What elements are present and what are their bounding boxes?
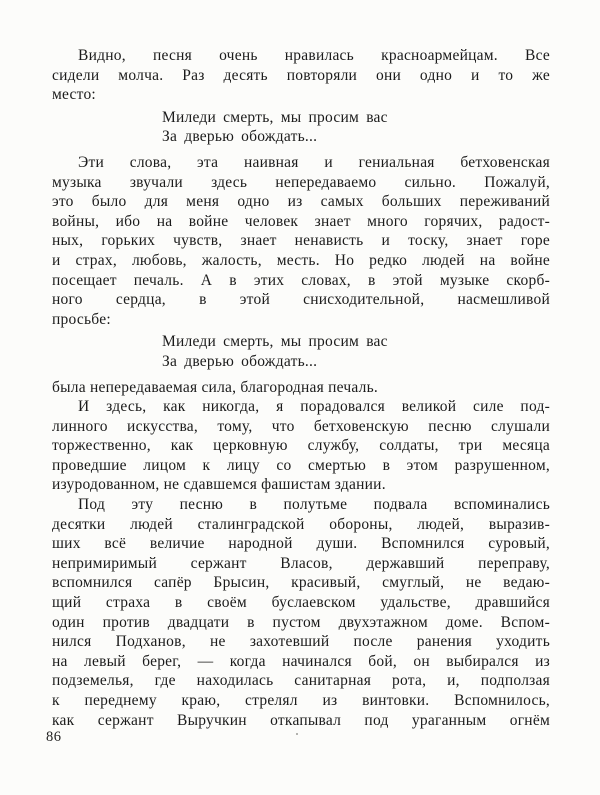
text-line: это было для меня одно из самых больших переживаний bbox=[52, 193, 550, 211]
text-line: музыка звучали здесь непередаваемо сильно. Пожалуй, bbox=[52, 173, 550, 191]
text-line: один против двадцати в пустом двухэтажном доме. Вспом- bbox=[52, 613, 550, 631]
text-line: посещает печаль. А в этих словах, в этой музыке скорб- bbox=[52, 271, 550, 289]
text-line: к переднему краю, стрелял из винтовки. Вспомнилось, bbox=[52, 692, 550, 709]
text-line: место: bbox=[52, 86, 96, 104]
text-line: изуродованном, не сдавшемся фашистам здании. bbox=[52, 476, 386, 494]
verse-quote bbox=[52, 108, 550, 147]
text-line: нился Подханов, не захотевший после ранения уходить bbox=[52, 633, 550, 651]
prose-paragraph bbox=[52, 397, 550, 495]
page-text bbox=[52, 46, 550, 730]
text-line: ных, горьких чувств, знает ненависть и тоску, знает горе bbox=[52, 232, 550, 250]
prose-paragraph bbox=[52, 495, 550, 730]
text-line: и страх, любовь, жалость, месть. Но редко людей на войне bbox=[52, 251, 550, 269]
text-line: За дверью обождать... bbox=[162, 352, 318, 370]
text-line: ного сердца, в этой снисходительной, насмешливой bbox=[52, 291, 550, 309]
text-line: десятки людей сталинградской обороны, людей, выразив- bbox=[52, 515, 550, 533]
text-line: торжественно, как церковную службу, солдаты, три месяца bbox=[52, 437, 550, 455]
text-line: проведшие лицом к лицу со смертью в этом разрушенном, bbox=[52, 456, 550, 474]
text-line: как сержант Выручкин откапывал под ураганным огнём bbox=[52, 711, 550, 729]
text-line: Под эту песню в полутьме подвала вспоминались bbox=[78, 496, 550, 514]
text-line: была непередаваемая сила, благородная печаль. bbox=[52, 378, 379, 396]
prose-paragraph bbox=[52, 153, 550, 329]
text-line: линного искусства, тому, что бетховенскую песню слушали bbox=[52, 417, 550, 435]
text-line: Эти слова, эта наивная и гениальная бетховенская bbox=[78, 153, 550, 171]
page-number: 86 bbox=[46, 729, 62, 745]
text-line: непримиримый сержант Власов, державший переправу, bbox=[52, 554, 550, 572]
verse-quote bbox=[52, 332, 550, 371]
text-line: И здесь, как никогда, я порадовался великой силе под- bbox=[78, 398, 550, 416]
scan-speck bbox=[296, 733, 298, 735]
prose-paragraph bbox=[52, 378, 550, 398]
text-line: на левый берег, — когда начинался бой, он выбирался из bbox=[52, 652, 550, 670]
prose-paragraph bbox=[52, 46, 550, 105]
text-line: войны, ибо на войне человек знает много горячих, радост- bbox=[52, 212, 550, 230]
text-line: Видно, песня очень нравилась красноармейцам. Все bbox=[78, 47, 550, 64]
text-line: За дверью обождать... bbox=[162, 128, 318, 146]
text-line: Миледи смерть, мы просим вас bbox=[162, 108, 388, 126]
text-line: ших всё величие народной души. Вспомнился суровый, bbox=[52, 535, 550, 553]
text-line: сидели молча. Раз десять повторяли они одно и то же bbox=[52, 66, 550, 84]
text-line: щий страха в своём буслаевском удальстве, дравшийся bbox=[52, 594, 550, 612]
text-line: просьбе: bbox=[52, 310, 111, 328]
text-line: Миледи смерть, мы просим вас bbox=[162, 333, 388, 351]
text-line: подземелья, где находилась санитарная рота, и, подползая bbox=[52, 672, 550, 690]
text-line: вспомнился сапёр Брысин, красивый, смуглый, не ведаю- bbox=[52, 574, 550, 592]
